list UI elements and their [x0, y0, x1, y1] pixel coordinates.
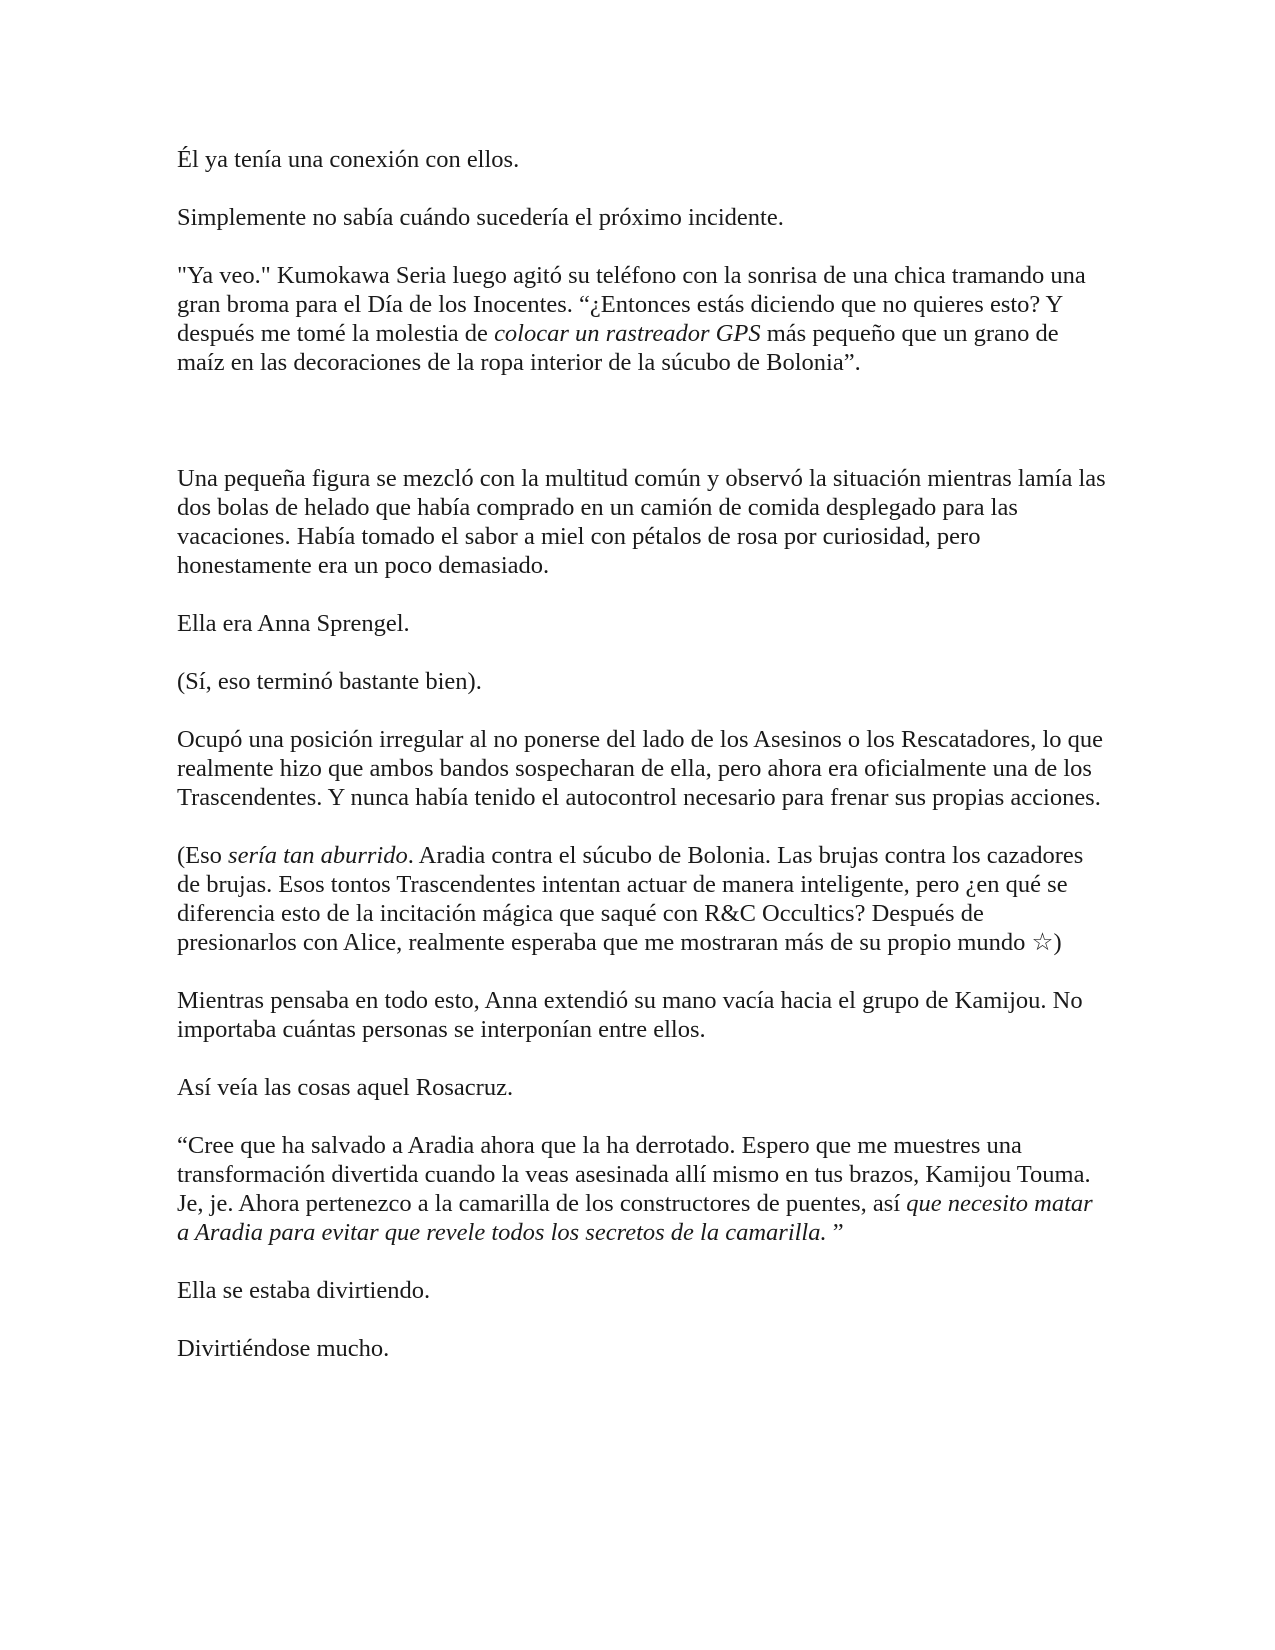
- paragraph-5-text: Ella era Anna Sprengel.: [177, 610, 410, 637]
- paragraph-6: [177, 667, 1107, 696]
- paragraph-7-text: Ocupó una posición irregular al no ponerse del lado de los Asesinos o los Rescatadores, lo que realmente hizo que ambos bandos sospecharan de ella, pero ahora era oficialmente una de los Trascendentes. Y nunca había tenido el autocontrol necesario para frenar sus propias acciones.: [177, 726, 1104, 811]
- paragraph-12-text: Ella se estaba divirtiendo.: [177, 1277, 431, 1304]
- paragraph-11-text-b: ”: [826, 1219, 844, 1246]
- paragraph-1-text: Él ya tenía una conexión con ellos.: [177, 146, 520, 173]
- paragraph-12: [177, 1276, 1107, 1305]
- paragraph-8-text-b: . Aradia contra el súcubo de Bolonia. Las brujas contra los cazadores de brujas. Esos tontos Trascendentes intentan actuar de manera inteligente, pero ¿en qué se diferencia esto de la incitación mágica que saqué con R&C Occultics? Después de presionarlos con Alice, realmente esperaba que me mostraran más de su propio mundo ☆): [177, 842, 1084, 956]
- document-page: [177, 145, 1107, 1392]
- paragraph-9-text: Mientras pensaba en todo esto, Anna extendió su mano vacía hacia el grupo de Kamijou. No importaba cuántas personas se interponían entre ellos.: [177, 987, 1083, 1043]
- paragraph-8-text-a: (Eso: [177, 842, 229, 869]
- paragraph-4-text: Una pequeña figura se mezcló con la multitud común y observó la situación mientras lamía las dos bolas de helado que había comprado en un camión de comida desplegado para las vacaciones. Había tomado el sabor a miel con pétalos de rosa por curiosidad, pero honestamente era un poco demasiado.: [177, 465, 1106, 579]
- paragraph-11-text-a: “Cree que ha salvado a Aradia ahora que la ha derrotado. Espero que me muestres una transformación divertida cuando la veas asesinada allí mismo en tus brazos, Kamijou Touma. Je, je. Ahora pertenezco a la camarilla de los constructores de puentes, así: [177, 1132, 1091, 1217]
- paragraph-2-text: Simplemente no sabía cuándo sucedería el próximo incidente.: [177, 204, 784, 231]
- paragraph-8: [177, 841, 1107, 957]
- paragraph-6-text: (Sí, eso terminó bastante bien).: [177, 668, 482, 695]
- paragraph-8-italic: sería tan aburrido: [228, 842, 408, 869]
- paragraph-3-text-b: más pequeño que un grano de maíz en las decoraciones de la ropa interior de la súcubo de Bolonia”.: [177, 320, 1059, 376]
- paragraph-5: [177, 609, 1107, 638]
- paragraph-4: [177, 464, 1107, 580]
- paragraph-3-italic: colocar un rastreador GPS: [494, 320, 761, 347]
- paragraph-3: [177, 261, 1107, 377]
- paragraph-9: [177, 986, 1107, 1044]
- paragraph-10-text: Así veía las cosas aquel Rosacruz.: [177, 1074, 514, 1101]
- paragraph-13: [177, 1334, 1107, 1363]
- paragraph-7: [177, 725, 1107, 812]
- section-break: [177, 406, 1107, 464]
- paragraph-2: [177, 203, 1107, 232]
- paragraph-13-text: Divirtiéndose mucho.: [177, 1335, 390, 1362]
- paragraph-11-italic: que necesito matar a Aradia para evitar que revele todos los secretos de la camarilla.: [177, 1190, 1093, 1246]
- paragraph-11: [177, 1131, 1107, 1247]
- paragraph-3-text-a: "Ya veo." Kumokawa Seria luego agitó su teléfono con la sonrisa de una chica tramando una gran broma para el Día de los Inocentes. “¿Entonces estás diciendo que no quieres esto? Y después me tomé la molestia de: [177, 262, 1086, 347]
- paragraph-1: [177, 145, 1107, 174]
- paragraph-10: [177, 1073, 1107, 1102]
